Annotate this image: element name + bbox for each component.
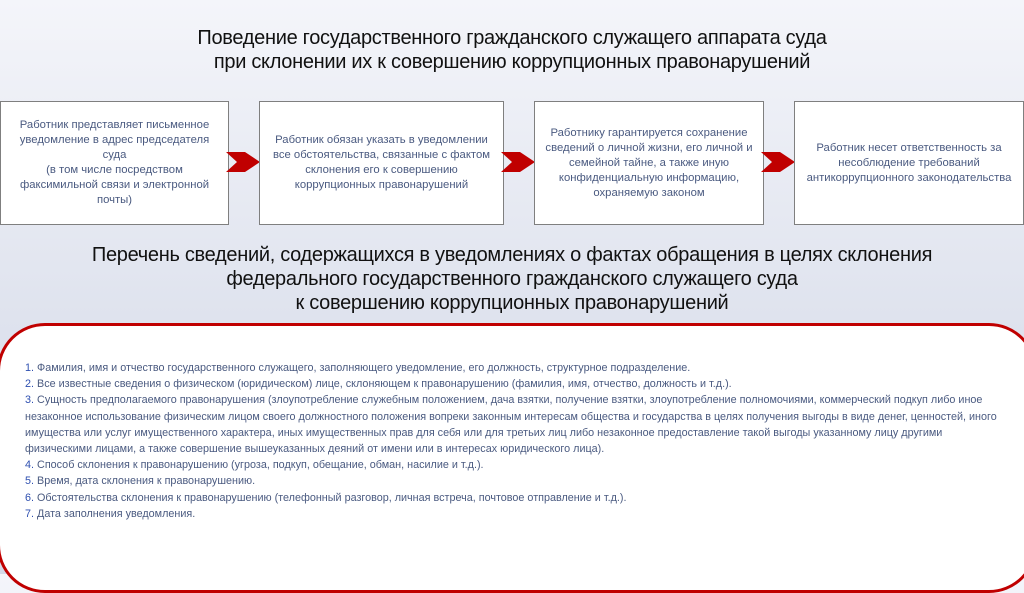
step-box-3 (534, 101, 764, 225)
step-box-1 (0, 101, 229, 225)
list-item-number: 2. (25, 378, 35, 391)
list-item-number: 7. (25, 507, 35, 520)
list-item (25, 376, 1000, 392)
list-item (25, 473, 1000, 489)
list-item-number: 6. (25, 491, 35, 504)
list-item-number: 5. (25, 475, 35, 488)
info-list (25, 360, 1000, 522)
step-box-2 (259, 101, 504, 225)
list-item (25, 506, 1000, 522)
list-item-text: Дата заполнения уведомления. (34, 507, 196, 520)
list-item-text: Фамилия, имя и отчество государственного служащего, заполняющего уведомление, его должность, структурное подразделение. (34, 362, 691, 374)
list-item (25, 360, 1000, 376)
arrow-right-icon (501, 145, 535, 179)
page-title-line-2: при склонении их к совершению коррупционных правонарушений (213, 51, 811, 73)
list-item-number: 3. (25, 394, 35, 407)
section-title-line-2: федерального государственного гражданского служащего суда (226, 268, 798, 290)
step-text-3: Работнику гарантируется сохранение сведений о личной жизни, его личной и семейной тайне, а также иную конфиденциальную информацию, охраняемую законом (545, 126, 753, 199)
section-title-line-1: Перечень сведений, содержащихся в уведомлениях о фактах обращения в целях склонения (91, 244, 933, 266)
list-item-text: Сущность предполагаемого правонарушения (злоупотребление служебным положением, дача взятки, получение взятки, злоупотребление полномочиями, коммерческий подкуп либо иное незаконное использование физическим лицом своего должностного положения вопреки законным интересам общества и государства в целях получения выгоды в виде денег, ценностей, иного имущества или услуг имущественного характера, иных имущественных прав для себя или для третьих лиц либо незаконное предоставление такой выгоды указанному лицу другими физическими лицами, а также совершение вышеуказанных деяний от имени или в интересах юридического лица). (25, 394, 997, 456)
list-item-text: Способ склонения к правонарушению (угроза, подкуп, обещание, обман, насилие и т.д.). (34, 459, 484, 472)
section-title-line-3: к совершению коррупционных правонарушений (295, 292, 729, 314)
list-item-number: 1. (25, 362, 35, 374)
step-text-1: Работник представляет письменное уведомление в адрес председателя суда (в том числе посредством факсимильной связи и электронной почты) (19, 119, 210, 206)
section-title (0, 243, 1024, 315)
list-item-text: Все известные сведения о физическом (юридическом) лице, склоняющем к правонарушению (фамилия, имя, отчество, должность и т.д.). (34, 378, 732, 391)
list-item (25, 457, 1000, 473)
list-item (25, 392, 1000, 457)
step-box-4 (794, 101, 1024, 225)
page-title-line-1: Поведение государственного гражданского служащего аппарата суда (197, 27, 827, 49)
arrow-right-icon (761, 145, 795, 179)
list-item (25, 490, 1000, 506)
arrow-right-icon (226, 145, 260, 179)
step-text-4: Работник несет ответственность за несоблюдение требований антикоррупционного законодательства (806, 141, 1012, 184)
list-item-text: Время, дата склонения к правонарушению. (34, 475, 256, 488)
page-title (0, 26, 1024, 74)
list-item-text: Обстоятельства склонения к правонарушению (телефонный разговор, личная встреча, почтовое отправление и т.д.). (34, 491, 627, 504)
step-text-2: Работник обязан указать в уведомлении все обстоятельства, связанные с фактом склонения его к совершению коррупционных правонарушений (272, 134, 490, 191)
list-item-number: 4. (25, 459, 35, 472)
